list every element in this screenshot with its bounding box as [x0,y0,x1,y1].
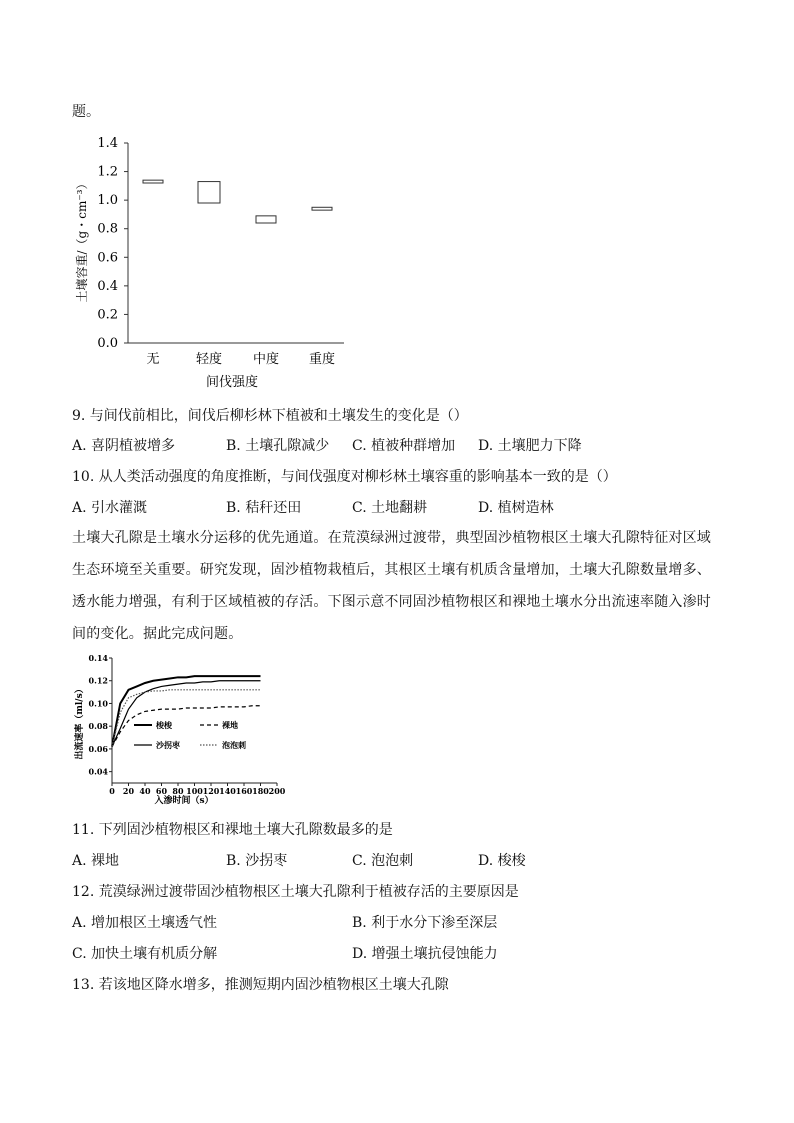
chart2-legend-label: 泡泡刺 [222,740,246,750]
q10-stem: 10. 从人类活动强度的角度推断，与间伐强度对柳杉林土壤容重的影响基本一致的是（） [72,469,617,485]
chart2-x-ticks [109,783,286,796]
q12-option-a[interactable]: A. 增加根区土壤透气性 [72,915,218,931]
chart2-x-tick-label: 40 [139,786,151,796]
chart2-x-tick-label: 20 [122,786,135,796]
q10-option-d[interactable]: D. 植树造林 [478,500,554,516]
chart2-legend-label: 沙拐枣 [156,740,180,750]
chart1-axes [128,143,344,343]
chart1-x-tick-label: 轻度 [195,352,223,367]
chart1-box [198,182,220,203]
q11-option-c[interactable]: C. 泡泡刺 [352,853,414,869]
intro-fragment: 题。 [72,104,100,120]
chart1-y-axis-label: 土壤容重/（g・cm⁻³） [75,177,89,303]
q11-stem: 11. 下列固沙植物根区和裸地土壤大孔隙数最多的是 [72,822,393,838]
chart2-x-tick-label: 0 [109,786,115,796]
q12-option-d[interactable]: D. 增强土壤抗侵蚀能力 [352,946,498,962]
chart2-x-tick-label: 60 [155,786,168,796]
chart2-x-axis-label: 入渗时间（s） [154,796,214,806]
chart1-boxes [143,180,332,223]
chart2-x-tick-label: 100 [186,786,203,796]
chart2-y-axis-label: 出流速率（ml/s） [75,684,85,760]
chart2-x-tick-label: 140 [219,786,236,796]
chart1-y-tick-label: 0.0 [97,336,118,351]
q10-option-b[interactable]: B. 秸秆还田 [226,500,302,516]
chart1-y-tick-label: 0.8 [97,221,118,237]
chart2-series-lines [112,676,261,746]
chart1-y-ticks [97,136,128,351]
chart1-y-tick-label: 1.0 [97,193,118,209]
chart1-x-tick-label: 中度 [252,352,280,367]
chart1-box [256,216,276,223]
chart1-y-tick-label: 0.4 [97,278,118,294]
q12-option-c[interactable]: C. 加快土壤有机质分解 [72,946,218,962]
chart2-y-tick-label: 0.14 [88,653,108,663]
chart1-y-tick-label: 0.2 [97,307,118,323]
q13-stem: 13. 若该地区降水增多，推测短期内固沙植物根区土壤大孔隙 [72,977,449,993]
chart1-box [312,207,332,210]
chart2-x-tick-label: 80 [172,786,184,796]
chart2-legend-label: 裸地 [222,720,238,730]
q11-option-a[interactable]: A. 裸地 [72,853,120,869]
chart2-y-tick-label: 0.10 [88,698,108,709]
chart2-x-tick-label: 160 [235,786,253,796]
q12-option-b[interactable]: B. 利于水分下渗至深层 [352,915,498,931]
chart2-x-tick-label: 200 [268,786,286,796]
chart1-y-tick-label: 1.2 [97,164,118,180]
q10-option-c[interactable]: C. 土地翻耕 [352,500,428,516]
chart2-series-line [112,690,261,747]
bulk-density-chart [66,128,366,398]
chart1-x-tick-label: 重度 [308,352,336,367]
q9-option-d[interactable]: D. 土壤肥力下降 [478,438,582,454]
chart2-x-tick-label: 180 [252,786,269,796]
q9-option-b[interactable]: B. 土壤孔隙减少 [226,438,330,454]
chart2-y-tick-label: 0.12 [88,675,108,686]
chart2-series-line [112,681,261,747]
passage: 土壤大孔隙是土壤水分运移的优先通道。在荒漠绿洲过渡带，典型固沙植物根区土壤大孔隙特征对区域生态环境至关重要。研究发现，固沙植物栽植后，其根区土壤有机质含量增加，土壤大孔隙数量增多、透水能力增强，有利于区域植被的存活。下图示意不同固沙植物根区和裸地土壤水分出流速率随入渗时间的变化。据此完成问题。 [72,530,711,642]
q11-option-b[interactable]: B. 沙拐枣 [226,853,288,869]
chart2-legend [134,720,246,750]
chart2-x-tick-label: 120 [202,786,220,796]
q9-option-c[interactable]: C. 植被种群增加 [352,438,456,454]
chart2-y-ticks [89,653,112,777]
q9-stem: 9. 与间伐前相比，间伐后柳杉林下植被和土壤发生的变化是（） [72,408,468,424]
chart1-y-tick-label: 1.4 [97,136,118,151]
chart2-y-tick-label: 0.04 [88,766,108,777]
chart1-x-axis-label: 间伐强度 [205,375,259,390]
chart2-series-line [112,676,261,746]
chart2-y-tick-label: 0.08 [88,721,108,732]
chart1-y-tick-label: 0.6 [97,250,118,266]
q12-stem: 12. 荒漠绿洲过渡带固沙植物根区土壤大孔隙利于植被存活的主要原因是 [72,884,519,900]
q9-option-a[interactable]: A. 喜阴植被增多 [72,438,176,454]
outflow-rate-chart [74,650,294,810]
chart1-box [143,180,163,183]
q11-option-d[interactable]: D. 梭梭 [478,853,526,869]
chart2-y-tick-label: 0.06 [88,743,108,754]
chart1-x-tick-label: 无 [146,352,160,367]
chart2-legend-label: 梭梭 [156,720,172,730]
chart1-x-ticks [146,351,335,367]
q10-option-a[interactable]: A. 引水灌溉 [72,500,148,516]
